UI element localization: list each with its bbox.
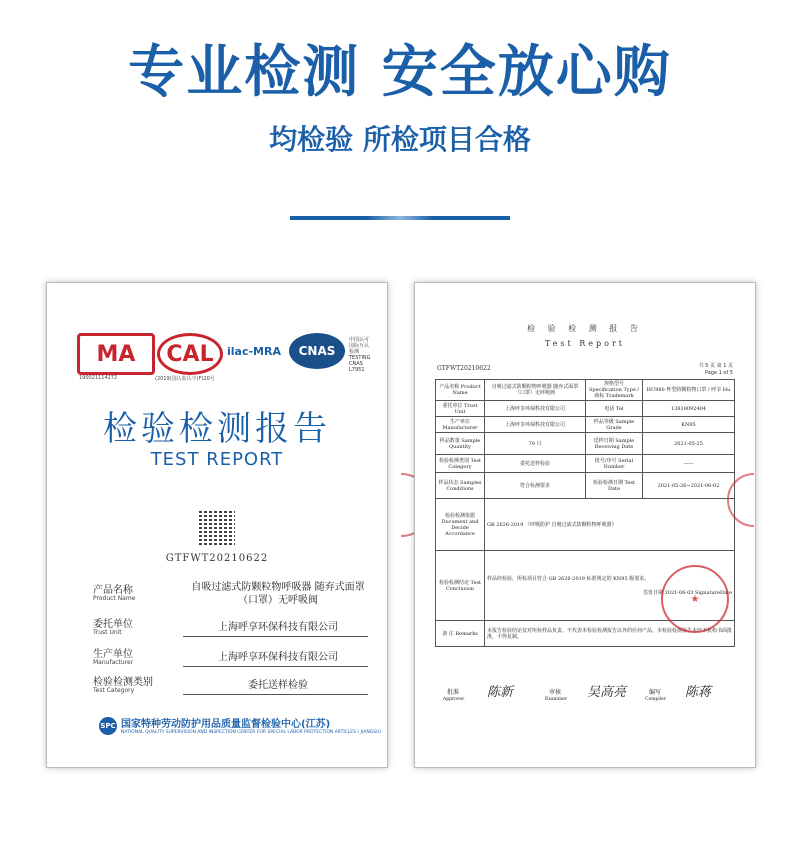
cnas-caption: 中国认可 国际互认 检测 TESTING CNAS L7951 (349, 337, 371, 373)
table-cell-value: 上海呼享环保科技有限公司 (485, 401, 586, 417)
field-label: 检验检测类别 (93, 677, 153, 688)
field-label: 委托单位 (93, 619, 133, 630)
cert-number: 190021114272 (79, 375, 118, 381)
table-cell-label: 送样日期 Sample Receiving Date (586, 433, 643, 455)
signature-label-en: Approver (443, 697, 465, 702)
official-seal: ★ (661, 565, 729, 633)
report-title-cn: 检验检测报告 (103, 409, 331, 449)
table-row (436, 433, 735, 455)
page-indicator-cn: 共 5 页 第 1 页 (698, 363, 733, 369)
underline (183, 666, 368, 667)
table-cell-label: 检验检测日期 Test Date (586, 473, 643, 499)
page-headline: 专业检测 安全放心购 (128, 40, 672, 105)
signature-label-en: Examiner (545, 697, 567, 702)
signature: 陈新 (487, 685, 514, 700)
field-product (93, 581, 363, 607)
field-value: 上海呼享环保科技有限公司 (218, 622, 338, 633)
underline (183, 694, 368, 695)
table-cell-label: 检验检测依据 Document and Decide Accordance (436, 499, 485, 551)
table-cell-value: 2021-05-25 (643, 433, 735, 455)
underline (183, 636, 368, 637)
cal-number: (2019)国认监认字(F)20号 (155, 376, 215, 382)
divider (290, 216, 510, 220)
conclusion-text: 样品经检验，所检项目符合 GB 2626-2019 标准规定的 KN95 级要求。 (487, 575, 650, 582)
center-name: 国家特种劳动防护用品质量监督检验中心(江苏) (121, 719, 331, 730)
signature: 陈蒋 (685, 685, 712, 700)
table-cell-value: KN95 (643, 417, 735, 433)
table-cell-value: 上海呼享环保科技有限公司 (485, 417, 586, 433)
field-test-category (93, 673, 363, 695)
page-indicator-en: Page 1 of 5 (704, 370, 733, 376)
report-page-title-cn: 检 验 检 测 报 告 (527, 324, 643, 333)
table-cell-label: 规格型号 Specification Type / 商标 Trademark (586, 380, 643, 401)
signature-label: 批准 (447, 689, 460, 696)
page-indicator (699, 363, 733, 377)
report-page (414, 282, 756, 768)
table-cell-value: 自吸过滤式防颗粒物呼吸器 随弃式面罩（口罩）无呼吸阀 (485, 380, 586, 401)
table-cell-label: 备 注 Remarks (436, 621, 485, 647)
table-cell-label: 生产单位 Manufacturer (436, 417, 485, 433)
table-cell-label: 批号/序号 Serial Number (586, 455, 643, 473)
table-cell-value: HU980 杯型防颗粒物口罩 / 呼享 Hu (643, 380, 735, 401)
table-cell-value: 符合检测要求 (485, 473, 586, 499)
table-cell-label: 检验检测结论 Test Conclusion (436, 551, 485, 621)
table-cell-value: 70 只 (485, 433, 586, 455)
field-value: 委托送样检验 (248, 680, 308, 691)
page-subheadline: 均检验 所检项目合格 (269, 123, 531, 156)
signature-label: 编写 (649, 689, 662, 696)
cnas-logo: CNAS (289, 333, 345, 369)
field-trust-unit (93, 615, 363, 637)
ilac-logo: ilac-MRA (227, 344, 281, 358)
table-cell-value: GB 2626-2019 《呼吸防护 自吸过滤式防颗粒物呼吸器》 (485, 499, 735, 551)
report-cover (46, 282, 388, 768)
table-cell-label: 样品等级 Sample Grade (586, 417, 643, 433)
table-cell-value: 委托送样检验 (485, 455, 586, 473)
report-title-en: TEST REPORT (150, 449, 284, 470)
table-row (436, 380, 735, 401)
table-cell-value: —— (643, 455, 735, 473)
table-row (436, 499, 735, 551)
table-cell-label: 委托单位 Trust Unit (436, 401, 485, 417)
field-label-en: Trust Unit (93, 629, 122, 636)
field-label-en: Test Category (93, 687, 135, 694)
field-label: 生产单位 (93, 649, 133, 660)
table-cell-value: 2021-05-26~2021-06-02 (643, 473, 735, 499)
table-cell-label: 产品名称 Product Name (436, 380, 485, 401)
field-value: 上海呼享环保科技有限公司 (218, 652, 338, 663)
center-name-en: NATIONAL QUALITY SUPERVISION AND INSPECTION CENTER FOR SPECIAL LABOR PROTECTION ARTICLES ( JIANGSU) (121, 730, 382, 735)
table-cell-value: 本报告检验结论仅对所检样品负责。不代表本检验检测报告以外的任何产品。本检验检测报告未经本机构书面批准，不得复制。 (485, 621, 735, 647)
field-value: 自吸过滤式防颗粒物呼吸器 随弃式面罩（口罩）无呼吸阀 (191, 582, 365, 606)
table-row (436, 473, 735, 499)
seal-edge (727, 473, 781, 527)
field-label: 产品名称 (93, 585, 133, 596)
table-cell-value: 13818092404 (643, 401, 735, 417)
spc-logo: SPC (99, 717, 117, 735)
ma-logo: MA (77, 333, 155, 375)
table-cell-label: 电话 Tel (586, 401, 643, 417)
report-page-title-en: Test Report (544, 339, 626, 348)
table-cell-label: 检验检测类别 Test Category (436, 455, 485, 473)
table-cell-label: 样品状态 Samples Conditions (436, 473, 485, 499)
signature-label: 审核 (549, 689, 562, 696)
sign-date: 签发日期 2021-06-03 SignatureDate (643, 589, 732, 596)
table-row (436, 417, 735, 433)
signature-label-en: Compiler (645, 697, 666, 702)
field-label-en: Product Name (93, 595, 136, 602)
field-label-en: Manufacturer (93, 659, 134, 666)
cal-logo: CAL (157, 333, 223, 375)
table-row (436, 401, 735, 417)
field-manufacturer (93, 645, 363, 667)
table-cell-label: 样品数量 Sample Quantity (436, 433, 485, 455)
report-number: GTFWT20210622 (165, 553, 269, 564)
report-page-number: GTFWT20210622 (437, 365, 491, 372)
qr-code-overlay (199, 509, 235, 545)
cert-logos (77, 333, 371, 373)
signature: 吴高亮 (587, 685, 627, 700)
table-row (436, 455, 735, 473)
